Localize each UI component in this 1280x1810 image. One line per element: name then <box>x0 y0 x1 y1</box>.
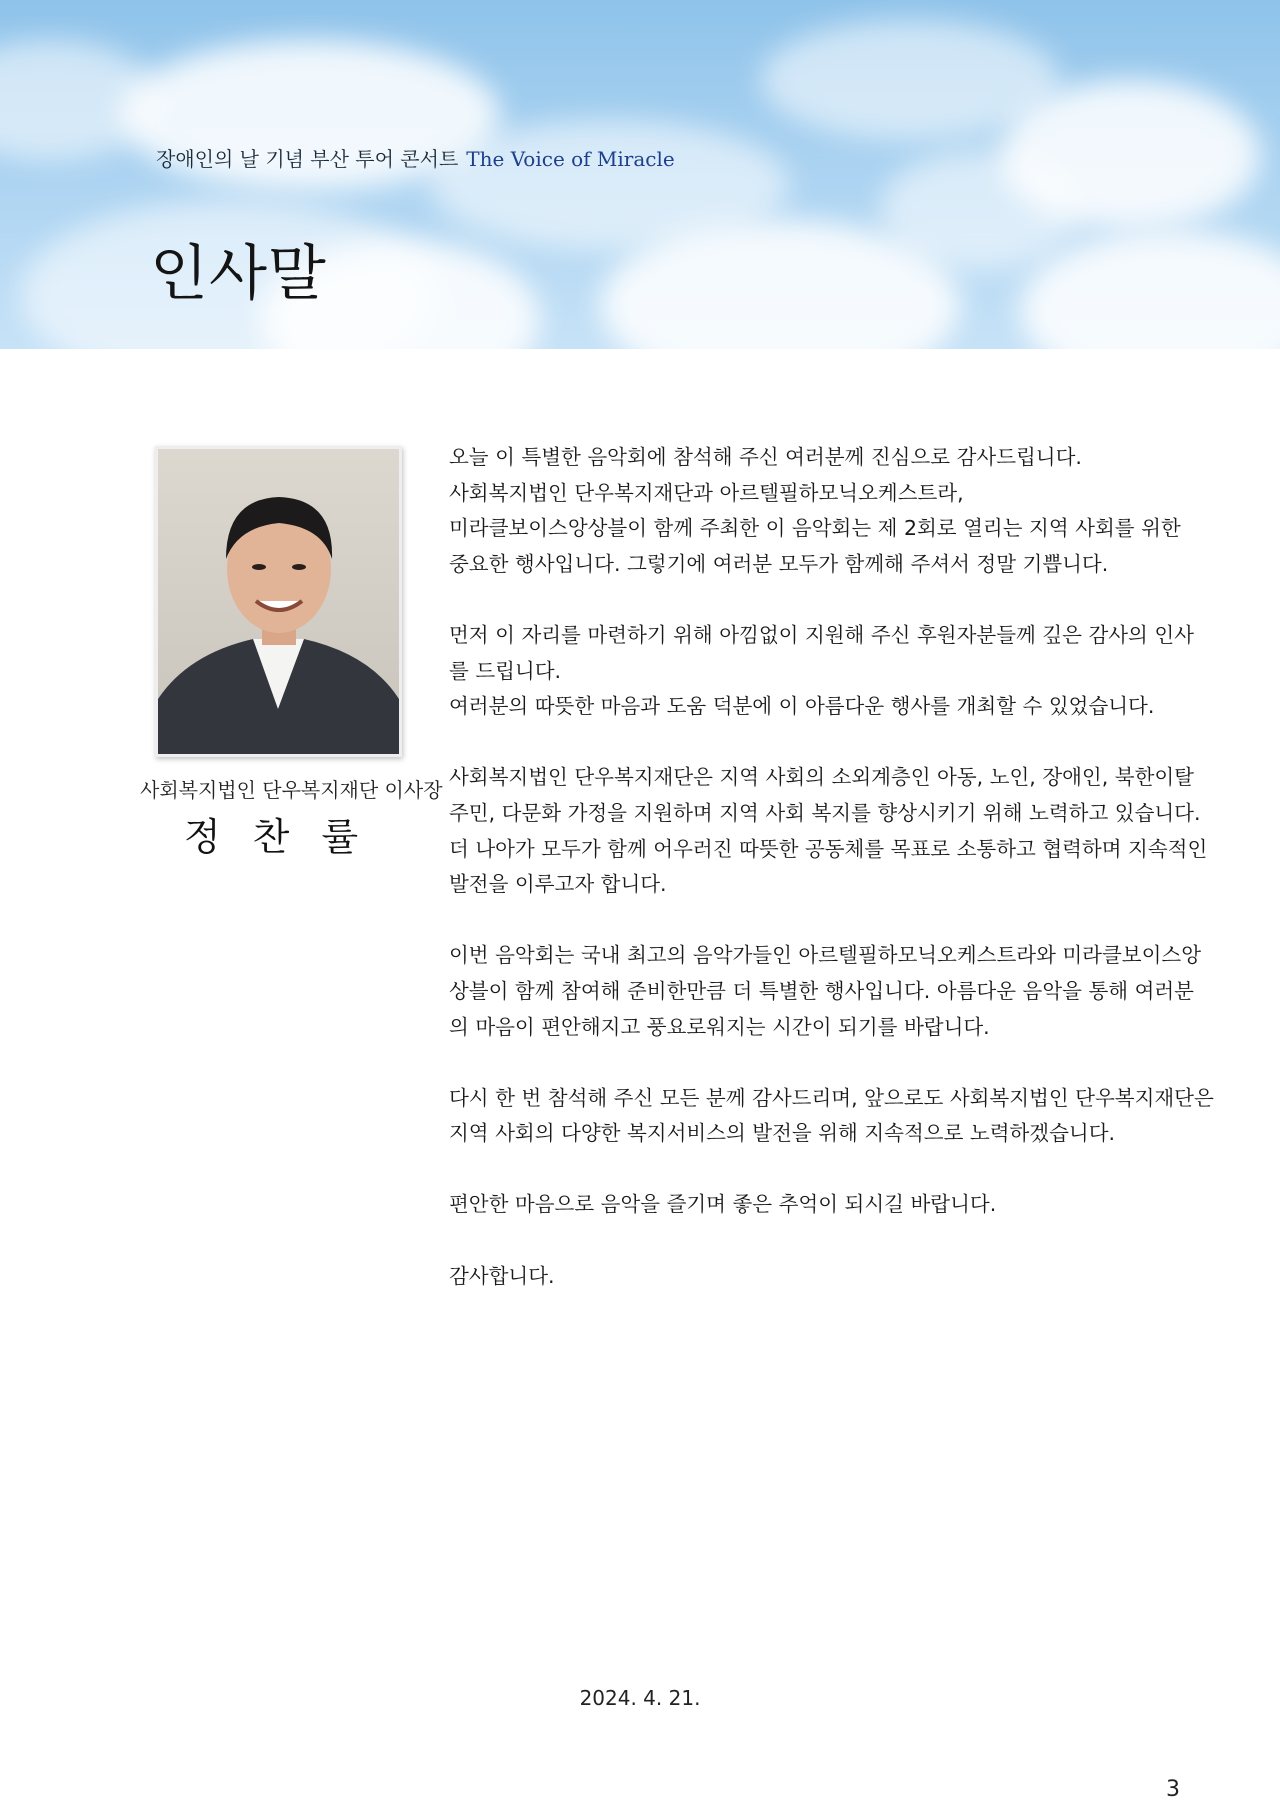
page-subtitle <box>156 143 675 172</box>
body-line: 상블이 함께 참여해 준비한만큼 더 특별한 행사입니다. 아름다운 음악을 통해 여러분 <box>449 978 1194 1003</box>
body-line: 사회복지법인 단우복지재단과 아르텔필하모닉오케스트라, <box>449 480 964 505</box>
author-role: 사회복지법인 단우복지재단 이사장 <box>140 778 443 802</box>
body-line: 지역 사회의 다양한 복지서비스의 발전을 위해 지속적으로 노력하겠습니다. <box>449 1121 1116 1146</box>
body-line: 더 나아가 모두가 함께 어우러진 따뜻한 공동체를 목표로 소통하고 협력하며 지속적인 <box>449 836 1208 861</box>
body-line: 주민, 다문화 가정을 지원하며 지역 사회 복지를 향상시키기 위해 노력하고 있습니다. <box>449 800 1201 825</box>
body-line: 여러분의 따뜻한 마음과 도움 덕분에 이 아름다운 행사를 개최할 수 있었습니다. <box>449 694 1155 719</box>
body-paragraph <box>449 760 1208 902</box>
page-title: 인사말 <box>150 239 327 310</box>
body-paragraph <box>449 1259 1169 1295</box>
body-line: 오늘 이 특별한 음악회에 참석해 주신 여러분께 진심으로 감사드립니다. <box>449 445 1082 469</box>
sky-banner <box>0 0 1280 349</box>
portrait-image <box>158 449 399 754</box>
body-line: 이번 음악회는 국내 최고의 음악가들인 아르텔필하모닉오케스트라와 미라클보이스앙 <box>449 943 1202 968</box>
subtitle-english: The Voice of Miracle <box>466 147 675 171</box>
body-line: 발전을 이루고자 합니다. <box>449 872 667 897</box>
subtitle-korean: 장애인의 날 기념 부산 투어 콘서트 <box>156 147 459 171</box>
body-line: 의 마음이 편안해지고 풍요로워지는 시간이 되기를 바랍니다. <box>449 1014 990 1039</box>
author-name: 정 찬 률 <box>183 815 369 859</box>
body-paragraph <box>449 1081 1214 1152</box>
greeting-body <box>449 440 1214 1330</box>
body-paragraph <box>449 440 1181 582</box>
document-date: 2024. 4. 21. <box>579 1686 701 1710</box>
body-line: 다시 한 번 참석해 주신 모든 분께 감사드리며, 앞으로도 사회복지법인 단우복지재단은 <box>449 1085 1214 1110</box>
author-photo <box>155 446 402 757</box>
body-paragraph <box>449 938 1202 1045</box>
body-line: 감사합니다. <box>449 1263 555 1288</box>
body-line: 미라클보이스앙상블이 함께 주최한 이 음악회는 제 2회로 열리는 지역 사회를 위한 <box>449 516 1181 541</box>
body-line: 먼저 이 자리를 마련하기 위해 아낌없이 지원해 주신 후원자분들께 깊은 감사의 인사 <box>449 622 1194 647</box>
body-line: 사회복지법인 단우복지재단은 지역 사회의 소외계층인 아동, 노인, 장애인, 북한이탈 <box>449 765 1194 790</box>
body-paragraph <box>449 618 1194 725</box>
body-paragraph <box>449 1187 1169 1223</box>
body-line: 중요한 행사입니다. 그렇기에 여러분 모두가 함께해 주셔서 정말 기쁩니다. <box>449 551 1109 576</box>
page-number: 3 <box>1166 1777 1180 1802</box>
body-line: 를 드립니다. <box>449 658 562 683</box>
body-line: 편안한 마음으로 음악을 즐기며 좋은 추억이 되시길 바랍니다. <box>449 1192 997 1217</box>
